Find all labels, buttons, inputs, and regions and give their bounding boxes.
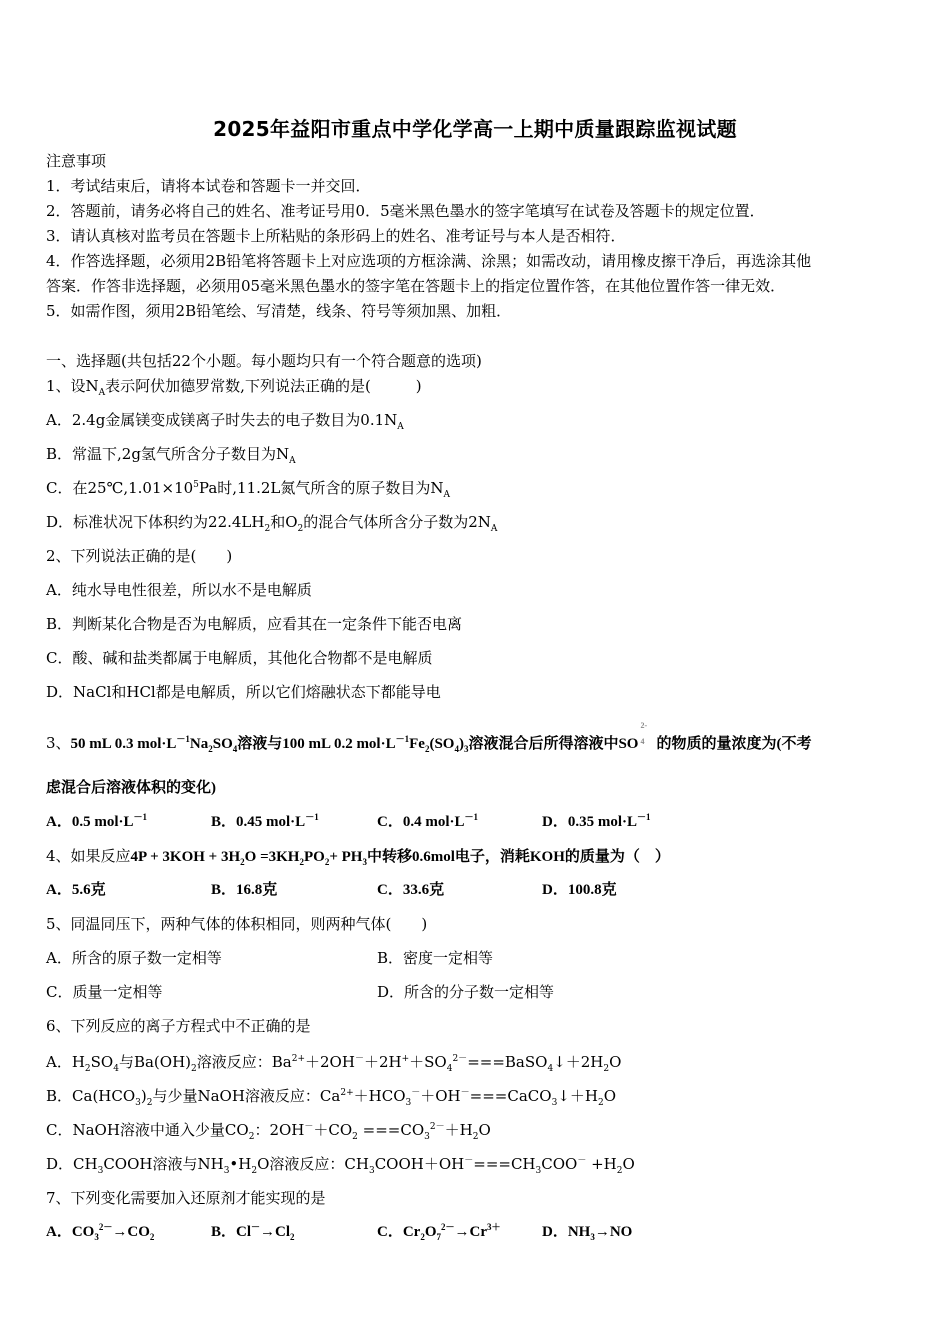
q3-p9: 溶液混合后所得溶液中SO [468,736,639,752]
q6d-12: COO [541,1155,578,1173]
question-2-option-d: D．NaCl和HCl都是电解质，所以它们熔融状态下都能导电 [46,683,441,701]
q6a-6: 溶液反应：Ba [196,1053,292,1071]
q7c-6: 3＋ [487,1222,501,1232]
q7a-0: A．CO [46,1224,95,1240]
q4-f: 中转移0.6mol电子，消耗KOH的质量为（ ） [366,849,670,865]
notice-item-4-cont: 答案．作答非选择题，必须用05毫米黑色墨水的签字笔在答题卡上的指定位置作答，在其他位置作答一律无效． [46,277,786,295]
q1-c-sub: A [443,490,451,500]
q1-d-s1: 2 [264,524,271,534]
q6a-16: 4 [547,1064,554,1074]
q3-ion-charge [638,721,656,748]
q6d-10: ===CH [473,1155,536,1173]
q6c-2: ：2OH [254,1121,305,1139]
q6b-7: 3 [405,1098,412,1108]
q1-stem-sub: A [98,388,106,398]
q4-s2: 2 [299,857,304,867]
q6d-11: 3 [535,1166,542,1176]
notice-item-2: 2．答题前，请务必将自己的姓名、准考证号用0．5毫米黑色墨水的签字笔填写在试卷及答题卡的规定位置． [46,202,765,220]
question-6-option-b [46,1086,616,1106]
q6a-0: A．H [46,1053,85,1071]
q6d-6: O溶液反应：CH [257,1155,369,1173]
q6b-3: 2 [146,1098,153,1108]
question-1-option-b [46,444,296,464]
q1-d-t1: D．标准状况下体积约为22.4LH [46,513,265,531]
q6a-14: 2－ [452,1054,468,1064]
q7a-3: →CO [112,1224,150,1240]
q6d-5: 2 [251,1166,258,1176]
q1-a-sub: A [397,422,404,432]
q6a-3: 4 [113,1064,119,1074]
question-3-stem-cont: 虑混合后溶液体积的变化) [46,780,216,796]
question-4-option-b: B．16.8克 [211,882,278,898]
q6b-8: － [411,1088,421,1098]
q4-s3: 2 [324,857,330,867]
question-5-stem: 5、同温同压下，两种气体的体积相同，则两种气体( ) [46,915,428,933]
q6a-12: ＋SO [409,1053,447,1071]
q3-a-sup: －1 [133,812,148,822]
q1-d-t2: 和O [270,513,298,531]
question-6-option-d [46,1154,635,1174]
q6b-12: 3 [551,1098,558,1108]
q7d-2: →NO [594,1224,633,1240]
q6c-7: 3 [424,1132,430,1142]
question-7-option-c [377,1222,501,1242]
q6d-7: 3 [368,1166,375,1176]
q3-b: B．0.45 mol·L [211,814,306,830]
q6a-5: 2 [191,1064,197,1074]
q6a-13: 4 [446,1064,453,1074]
q1-stem-a: 1、设N [46,377,99,395]
question-3-option-b [211,812,319,832]
q6b-10: － [460,1088,470,1098]
q6d-16: O [622,1155,635,1173]
q6b-13: ↓＋H [557,1087,598,1105]
question-3-option-d [542,812,651,832]
question-5-option-a: A．所含的原子数一定相等 [46,949,222,967]
q1-a-text: A．2.4g金属镁变成镁离子时失去的电子数目为0.1N [46,411,398,429]
question-6-stem: 6、下列反应的离子方程式中不正确的是 [46,1017,311,1035]
q7b-1: － [251,1222,261,1232]
q4-c: O =3KH [244,849,300,865]
q6a-10: ＋2H [363,1053,402,1071]
question-6-option-c [46,1120,491,1140]
q6a-17: ↓＋2H [553,1053,604,1071]
question-4-stem [46,846,670,867]
section-heading: 一、选择题(共包括22个小题。每小题均只有一个符合题意的选项) [46,352,482,370]
notice-item-3: 3．请认真核对监考员在答题卡上所粘贴的条形码上的姓名、准考证号与本人是否相符． [46,227,626,245]
q7a-4: 2 [149,1232,155,1242]
q1-c-t1: C．在25℃,1.01×10 [46,479,194,497]
q6a-4: 与Ba(OH) [118,1053,192,1071]
question-7-option-a [46,1222,154,1242]
page-title: 2025年益阳市重点中学化学高一上期中质量跟踪监视试题 [213,117,737,141]
question-2-option-b: B．判断某化合物是否为电解质，应看其在一定条件下能否电离 [46,615,463,633]
q6b-4: 与少量NaOH溶液反应：Ca [152,1087,341,1105]
q6a-18: 2 [603,1064,610,1074]
q6d-1: 3 [97,1166,104,1176]
q6c-1: 2 [248,1132,255,1142]
q6b-2: ) [140,1087,147,1105]
q1-c-t2: Pa时,11.2L氮气所含的原子数目为N [198,479,444,497]
q6c-10: 2 [472,1132,479,1142]
notice-heading: 注意事项 [46,152,107,170]
question-4-option-a: A．5.6克 [46,882,106,898]
q7b-0: B．Cl [211,1224,252,1240]
q3-p6: Fe [409,736,425,752]
q6d-15: 2 [616,1166,623,1176]
q6b-9: ＋OH [420,1087,461,1105]
q7b-2: →Cl [260,1224,291,1240]
q7c-0: C．Cr [377,1224,421,1240]
q6b-15: O [603,1087,616,1105]
question-4-option-d: D．100.8克 [542,882,617,898]
q7a-1: 3 [94,1232,99,1242]
question-2-option-a: A．纯水导电性很差，所以水不是电解质 [46,581,312,599]
q3-p8: ) [458,736,464,752]
q6d-8: COOH＋OH [374,1155,465,1173]
q6d-2: COOH溶液与NH [103,1155,224,1173]
q6b-1: 3 [135,1098,141,1108]
q3-p7: (SO [429,736,455,752]
q6d-0: D．CH [46,1155,98,1173]
q7c-1: 2 [420,1232,425,1242]
question-2-stem: 2、下列说法正确的是( ) [46,547,233,565]
q6b-0: B．Ca(HCO [46,1087,136,1105]
q4-b: 4P + 3KOH + 3H [130,849,241,865]
question-6-option-a [46,1052,621,1072]
q3-b-sup: －1 [305,812,319,822]
q6a-19: O [609,1053,622,1071]
q3-d: D．0.35 mol·L [542,814,638,830]
q6c-4: ＋CO [313,1121,353,1139]
q6b-14: 2 [597,1098,604,1108]
q4-s1: 2 [240,857,245,867]
question-5-option-c: C．质量一定相等 [46,983,163,1001]
q7c-3: 7 [436,1232,441,1242]
q3-s2: 4 [232,744,238,754]
q6b-5: 2+ [340,1088,354,1098]
q1-b-text: B．常温下,2g氢气所含分子数目为N [46,445,290,463]
question-5-option-d: D．所含的分子数一定相等 [377,983,555,1001]
q3-p2: 50 mL 0.3 mol·L [70,736,177,752]
notice-item-5: 5．如需作图，须用2B铅笔绘、写清楚，线条、符号等须加黑、加粗． [46,302,512,320]
q6d-4: •H [229,1155,252,1173]
q6b-6: ＋HCO [353,1087,406,1105]
q4-e: + PH [329,849,363,865]
q6c-3: － [304,1122,314,1132]
q6d-13: － [577,1156,587,1166]
q6c-11: O [478,1121,491,1139]
question-1-option-a [46,410,404,430]
q6d-14: +H [586,1155,617,1173]
q6a-8: ＋2OH [305,1053,355,1071]
question-7-option-d [542,1222,632,1242]
question-4-option-c: C．33.6克 [377,882,445,898]
q6c-8: 2－ [429,1122,445,1132]
q6d-9: － [464,1156,474,1166]
q3-p3: Na [189,736,209,752]
q6a-7: 2+ [291,1054,306,1064]
q7c-5: →Cr [454,1224,488,1240]
notice-item-1: 1．考试结束后，请将本试卷和答题卡一并交回． [46,177,371,195]
q3-ion-dn: 4 [640,737,645,746]
question-3-option-a [46,812,147,832]
question-1-stem [46,376,422,396]
q6b-11: ===CaCO [469,1087,552,1105]
q1-b-sub: A [289,456,296,466]
q3-a: A．0.5 mol·L [46,814,134,830]
q3-p4: SO [212,736,233,752]
q3-s3: 2 [424,744,430,754]
q1-d-t3: 的混合气体所含分子数为2N [303,513,491,531]
q6d-3: 3 [223,1166,230,1176]
question-1-option-c [46,478,450,498]
q6a-2: SO [90,1053,114,1071]
q1-c-sup: 5 [193,480,199,490]
q3-s1: 2 [208,744,213,754]
question-7-stem: 7、下列变化需要加入还原剂才能实现的是 [46,1189,326,1207]
q3-p10: 的物质的量浓度为(不考 [656,736,812,752]
q1-d-s2: 2 [297,524,304,534]
q4-s4: 3 [362,857,367,867]
q3-d-sup: －1 [637,812,651,822]
question-5-option-b: B．密度一定相等 [377,949,494,967]
q7c-2: O [424,1224,437,1240]
q3-num: 3、 [46,734,71,752]
q7d-1: 3 [590,1232,595,1242]
question-3-option-c [377,812,478,832]
question-1-option-d [46,512,497,532]
q6a-11: + [401,1054,410,1064]
q6c-6: ===CO [357,1121,425,1139]
q6c-9: ＋H [444,1121,473,1139]
q1-d-s3: A [490,524,498,534]
notice-item-4: 4．作答选择题，必须用2B铅笔将答题卡上对应选项的方框涂满、涂黑；如需改动，请用橡皮擦干净后，再选涂其他 [46,252,812,270]
q3-c: C．0.4 mol·L [377,814,465,830]
q6c-5: 2 [352,1132,358,1142]
q6c-0: C．NaOH溶液中通入少量CO [46,1121,249,1139]
q6a-15: ===BaSO [467,1053,548,1071]
q7a-2: 2－ [98,1222,113,1232]
q3-ion-up: 2- [640,721,648,730]
q1-stem-b: 表示阿伏加德罗常数,下列说法正确的是( ) [105,377,422,395]
q3-sup1: －1 [176,734,190,744]
question-7-option-b [211,1222,295,1242]
q3-s4: 4 [454,744,459,754]
question-3-stem [46,721,812,754]
q3-s5: 3 [463,744,469,754]
q3-sup2: －1 [395,734,410,744]
q6a-9: － [354,1054,364,1064]
q4-a: 4、如果反应 [46,847,131,865]
question-2-option-c: C．酸、碱和盐类都属于电解质，其他化合物都不是电解质 [46,649,433,667]
q7c-4: 2－ [441,1222,455,1232]
q7b-3: 2 [290,1232,295,1242]
q7d-0: D．NH [542,1224,591,1240]
q3-c-sup: －1 [464,812,479,822]
q3-p5: 溶液与100 mL 0.2 mol·L [237,736,396,752]
q4-d: PO [303,849,325,865]
q6a-1: 2 [84,1064,91,1074]
